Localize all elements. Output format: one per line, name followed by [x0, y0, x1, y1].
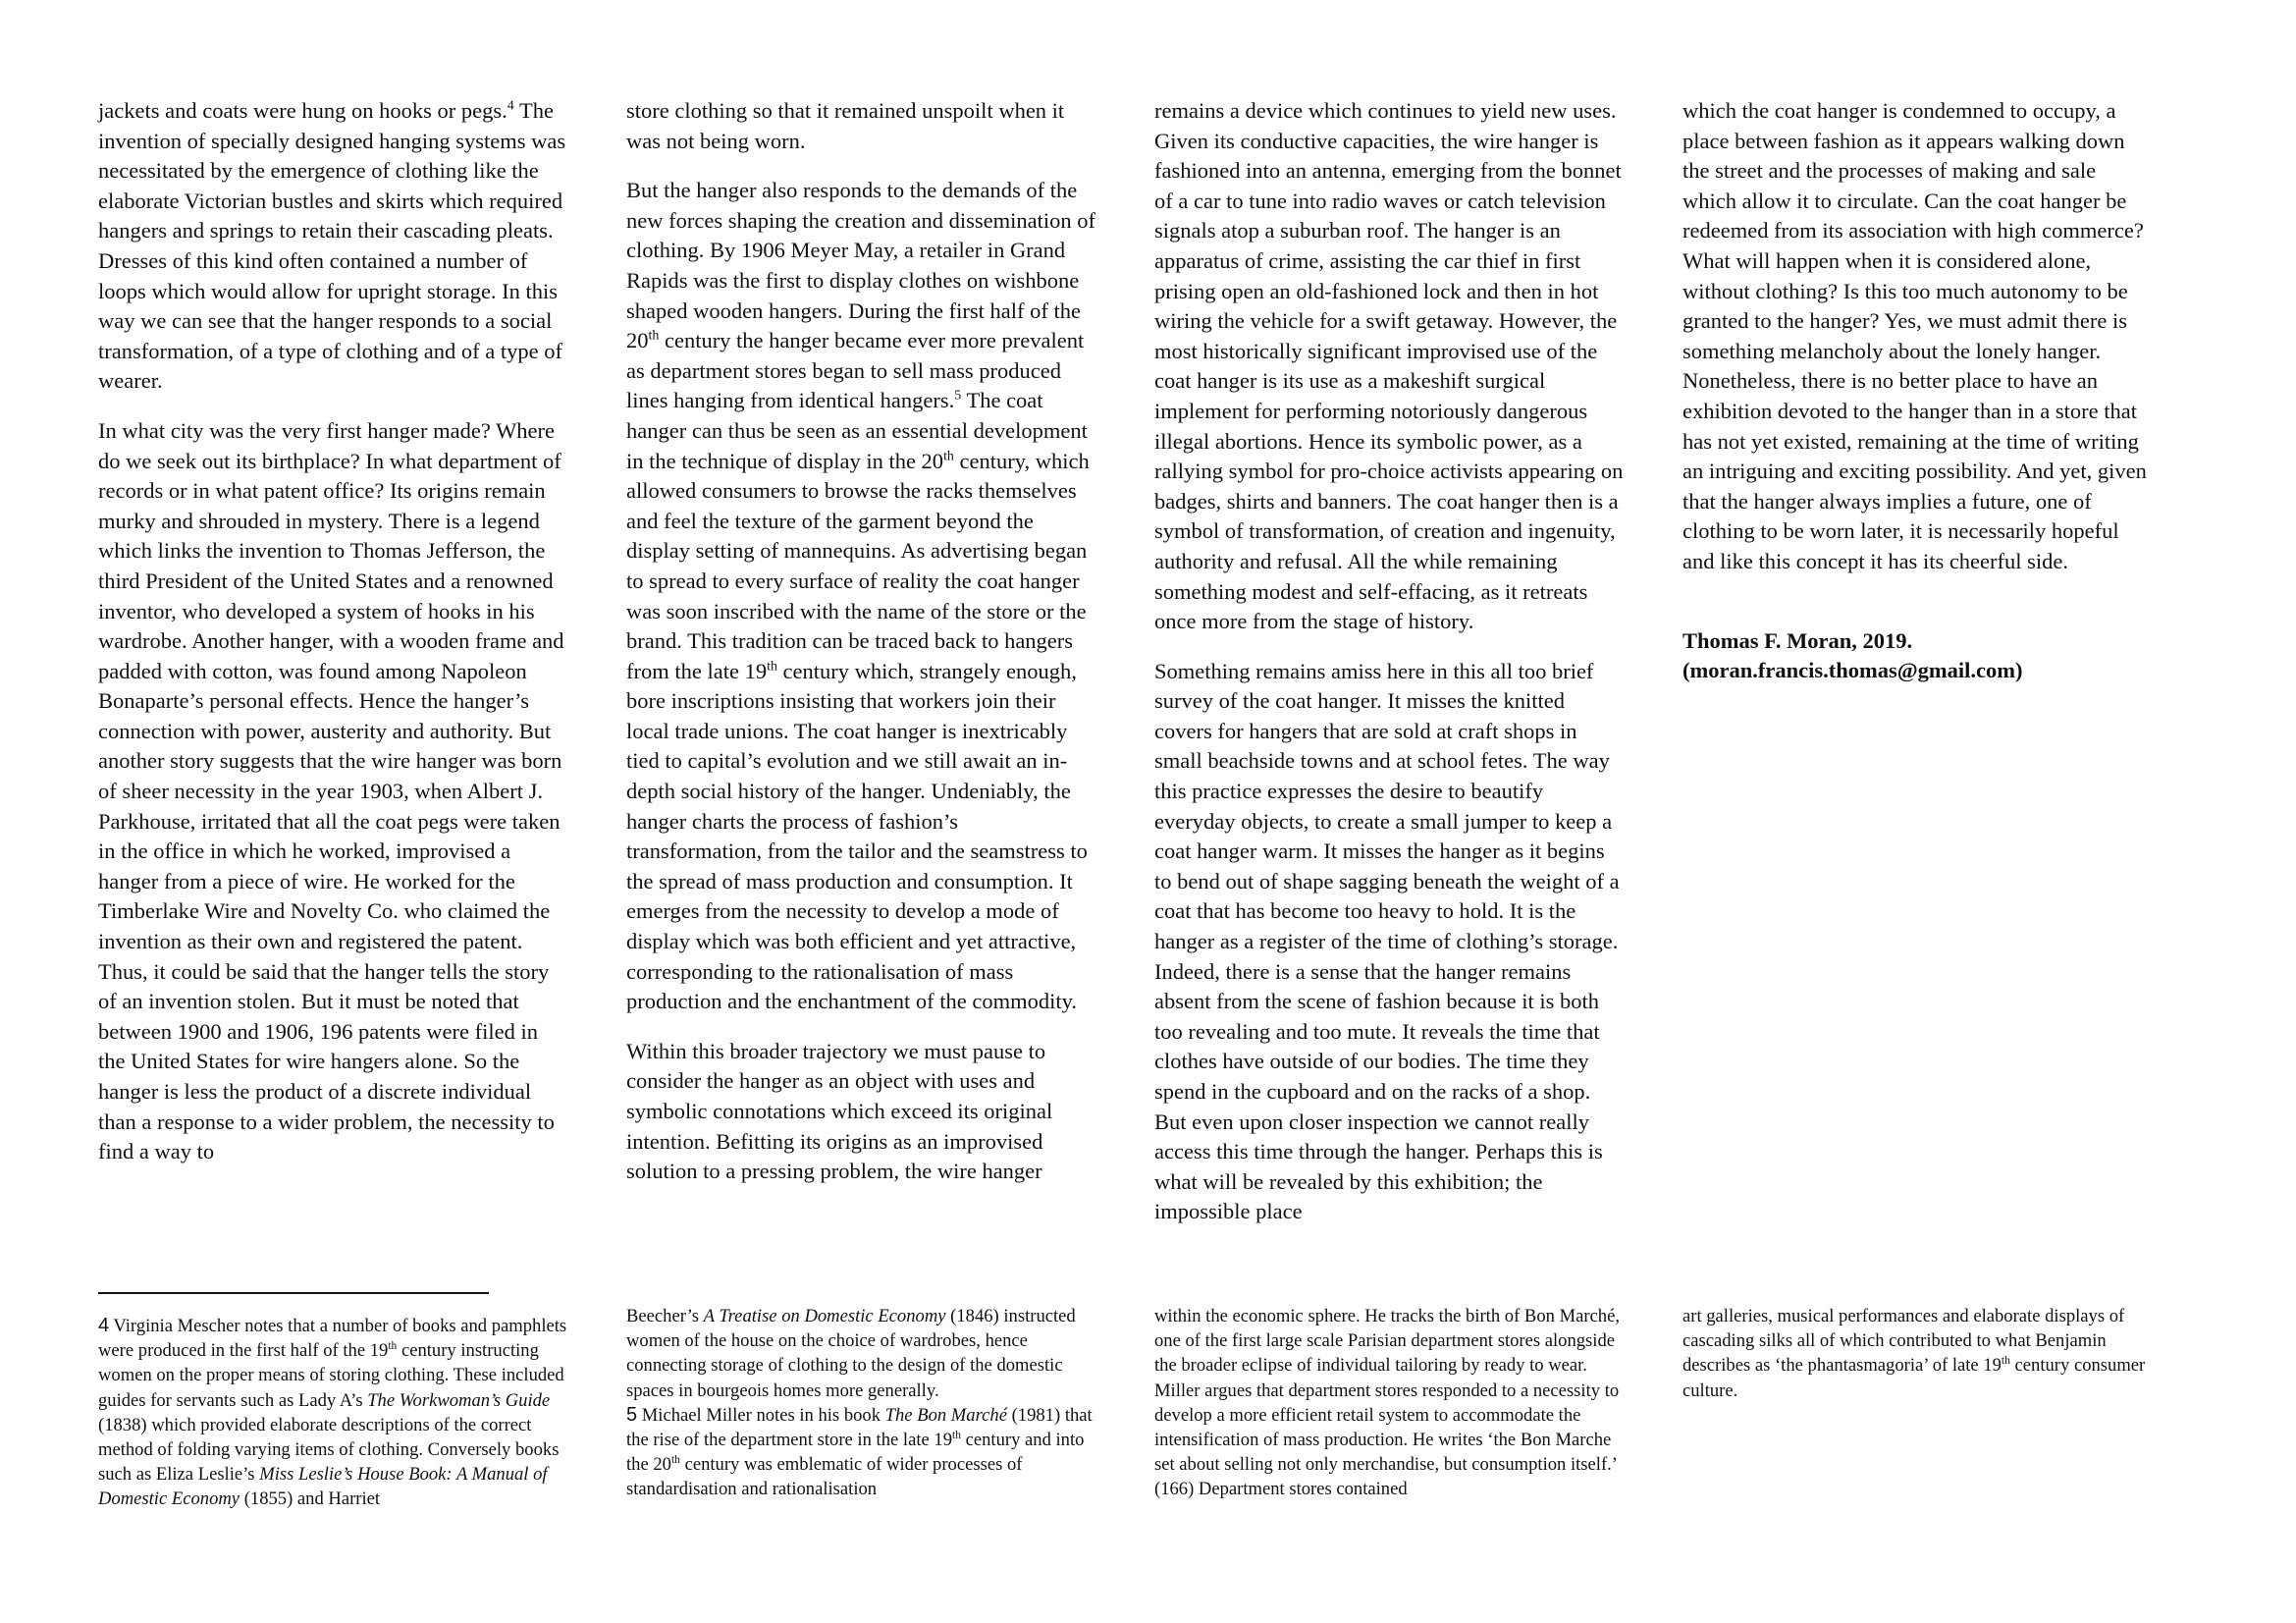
text-column-1 — [98, 96, 569, 1187]
author-signature: Thomas F. Moran, 2019. (moran.francis.thomas@gmail.com) — [1682, 627, 2023, 683]
paragraph: jackets and coats were hung on hooks or pegs.$^4$ The invention of specially designed hanging systems was necessitated by the emergence of clothing like the elaborate Victorian bustles and skirts which required hangers and springs to retain their cascading pleats. Dresses of this kind often contained a number of loops which would allow for upright storage. In this way we can see that the hanger responds to a social transformation, of a type of clothing and of a type of wearer. — [98, 98, 566, 394]
footnote-column-1 — [98, 1314, 569, 1512]
paragraph: In what city was the very first hanger made? Where do we seek out its birthplace? In what department of records or in what patent office? Its origins remain murky and shrouded in mystery. There is a legend which links the invention to Thomas Jefferson, the third President of the United States and a renowned inventor, who developed a system of hooks in his wardrobe. Another hanger, with a wooden frame and padded with cotton, was found among Napoleon Bonaparte’s personal effects. Hence the hanger’s connection with power, austerity and authority. But another story suggests that the wire hanger was born of sheer necessity in the year 1903, when Albert J. Parkhouse, irritated that all the coat pegs were taken in the office in which he worked, improvised a hanger from a piece of wire. He worked for the Timberlake Wire and Novelty Co. who claimed the invention as their own and registered the patent. Thus, it could be said that the hanger tells the story of an invention stolen. But it must be noted that between 1900 and 1906, 196 patents were filed in the United States for wire hangers alone. So the hanger is less the product of a discrete individual than a response to a wider problem, the necessity to find a way to — [98, 417, 564, 1164]
footnote-ref: 5 — [954, 388, 962, 404]
footnote-5: 5 Michael Miller notes in his book The Bon Marché (1981) that the rise of the department store in the late 19th century and into the 20th century was emblematic of wider processes of standardisation and rationalisation — [626, 1403, 1093, 1500]
paragraph: But the hanger also responds to the demands of the new forces shaping the creation and dissemination of clothing. By 1906 Meyer May, a retailer in Grand Rapids was the first to display clothes on wishbone shaped wooden hangers. During the first half of the 20th century the hanger became ever more prevalent as department stores began to sell mass produced lines hanging from identical hangers.$^5$ The coat hanger can thus be seen as an essential development in the technique of display in the 20th century, which allowed consumers to browse the racks themselves and feel the texture of the garment beyond the display setting of mannequins. As advertising began to spread to every surface of reality the coat hanger was soon inscribed with the name of the store or the brand. This tradition can be traced back to hangers from the late 19th century which, strangely enough, bore inscriptions insisting that workers join their local trade unions. The coat hanger is inextricably tied to capital’s evolution and we still await an in-depth social history of the hanger. Undeniably, the hanger charts the process of fashion’s transformation, from the tailor and the seamstress to the spread of mass production and consumption. It emerges from the necessity to develop a mode of display which was both efficient and yet attractive, corresponding to the rationalisation of mass production and the enchantment of the commodity. — [626, 178, 1095, 1014]
footnote-column-3 — [1154, 1304, 1626, 1502]
footnote-ref: 4 — [507, 98, 514, 114]
text-column-3 — [1154, 96, 1626, 1247]
text-column-4 — [1682, 96, 2154, 706]
footnote-4-continued: Beecher’s A Treatise on Domestic Economy (1846) instructed women of the house on the choice of wardrobes, hence connecting storage of clothing to the design of the domestic spaces in bourgeois homes more generally. — [626, 1306, 1076, 1401]
footnote-5-continued: within the economic sphere. He tracks the birth of Bon Marché, one of the first large scale Parisian department stores alongside the broader eclipse of individual tailoring by ready to wear. Miller argues that department stores responded to a necessity to develop a more efficient retail system to accommodate the intensification of mass production. He writes ‘the Bon Marche set about selling not only merchandise, but consumption itself.’ (166) Department stores contained — [1154, 1306, 1620, 1500]
paragraph: Something remains amiss here in this all too brief survey of the coat hanger. It misses the knitted covers for hangers that are sold at craft shops in small beachside towns and at school fetes. The way this practice expresses the desire to beautify everyday objects, to create a small jumper to keep a coat hanger warm. It misses the hanger as it begins to bend out of shape sagging beneath the weight of a coat that has become too heavy to hold. It is the hanger as a register of the time of clothing’s storage. Indeed, there is a sense that the hanger remains absent from the scene of fashion because it is both too revealing and too mute. It reveals the time that clothes have outside of our bodies. The time they spend in the cupboard and on the racks of a shop. But even upon closer inspection we cannot really access this time through the hanger. Perhaps this is what will be revealed by this exhibition; the impossible place — [1154, 658, 1620, 1224]
paragraph: which the coat hanger is condemned to occupy, a place between fashion as it appears walking down the street and the processes of making and sale which allow it to circulate. Can the coat hanger be redeemed from its association with high commerce? What will happen when it is considered alone, without clothing? Is this too much autonomy to be granted to the hanger? Yes, we must admit there is something melancholy about the lonely hanger. Nonetheless, there is no better place to have an exhibition devoted to the hanger than in a store that has not yet existed, remaining at the time of writing an intriguing and exciting possibility. And yet, given that the hanger always implies a future, one of clothing to be worn later, it is necessarily hopeful and like this concept it has its cheerful side. — [1682, 98, 2147, 573]
author-email: (moran.francis.thomas@gmail.com) — [1682, 658, 2023, 683]
paragraph: remains a device which continues to yield new uses. Given its conductive capacities, the wire hanger is fashioned into an antenna, emerging from the bonnet of a car to tune into radio waves or catch television signals atop a suburban roof. The hanger is an apparatus of crime, assisting the car thief in first prising open an old-fashioned lock and then in hot wiring the vehicle for a swift getaway. However, the most historically significant improvised use of the coat hanger is its use as a makeshift surgical implement for performing notoriously dangerous illegal abortions. Hence its symbolic power, as a rallying symbol for pro-choice activists appearing on badges, shirts and banners. The coat hanger then is a symbol of transformation, of creation and ingenuity, authority and refusal. All the while remaining something modest and self-effacing, as it retreats once more from the stage of history. — [1154, 98, 1624, 634]
paragraph: Within this broader trajectory we must pause to consider the hanger as an object with uses and symbolic connotations which exceed its original intention. Befitting its origins as an improvised solution to a pressing problem, the wire hanger — [626, 1038, 1053, 1184]
text-column-2 — [626, 96, 1097, 1207]
footnote-separator — [98, 1292, 489, 1294]
footnote-5-end: art galleries, musical performances and elaborate displays of cascading silks all of which contributed to what Benjamin describes as ‘the phantasmagoria’ of late 19th century consumer culture. — [1682, 1306, 2146, 1401]
paragraph: store clothing so that it remained unspoilt when it was not being worn. — [626, 98, 1065, 153]
footnote-column-2 — [626, 1304, 1097, 1502]
footnote-4: 4 Virginia Mescher notes that a number of books and pamphlets were produced in the first half of the 19th century instructing women on the proper means of storing clothing. These included guides for servants such as Lady A’s The Workwoman’s Guide (1838) which provided elaborate descriptions of the correct method of folding varying items of clothing. Conversely books such as Eliza Leslie’s Miss Leslie’s House Book: A Manual of Domestic Economy (1855) and Harriet — [98, 1315, 567, 1510]
footnote-column-4 — [1682, 1304, 2154, 1403]
